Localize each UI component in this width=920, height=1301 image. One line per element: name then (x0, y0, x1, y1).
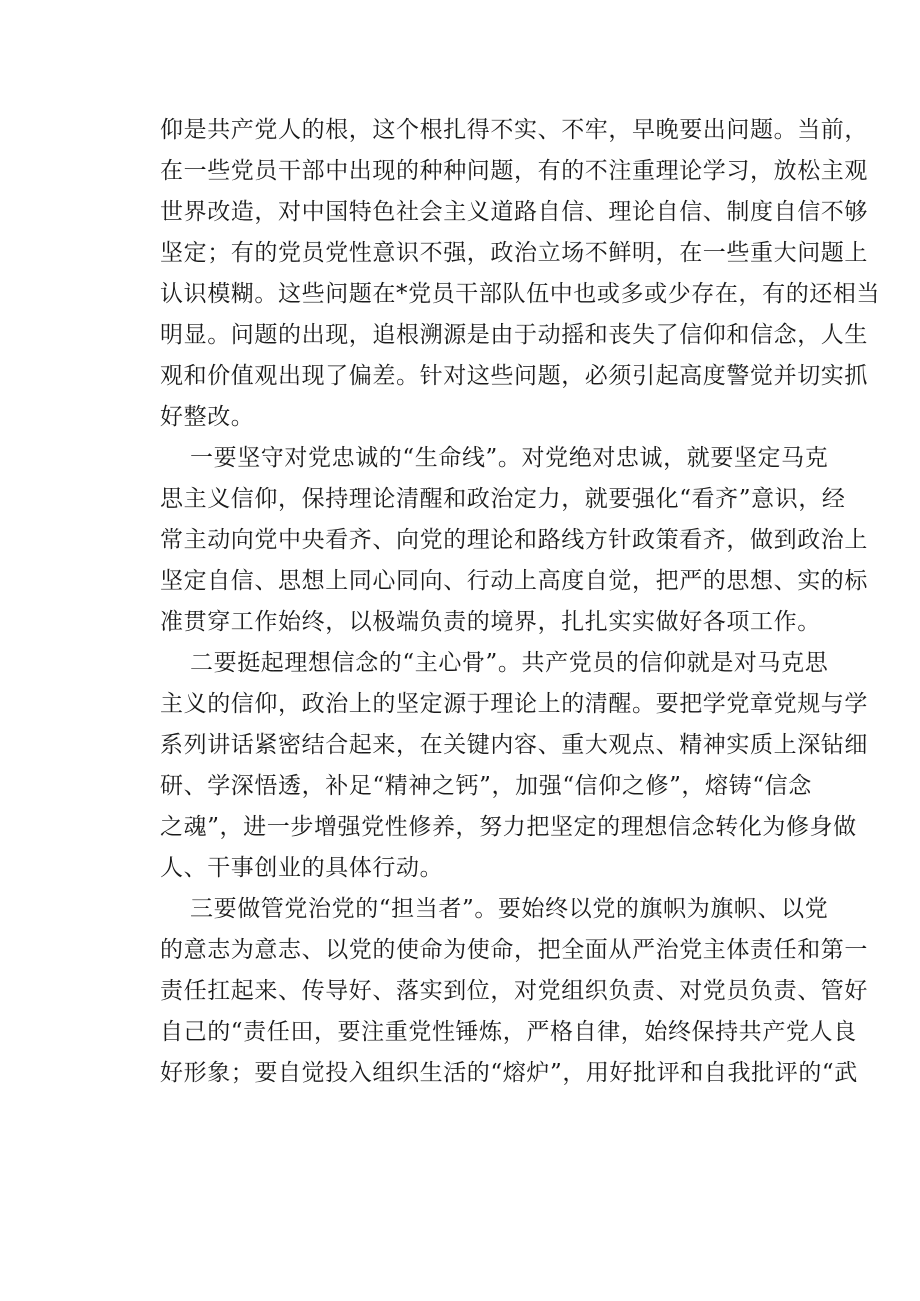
text-line: 三要做管党治党的“担当者”。要始终以党的旗帜为旗帜、以党 (190, 896, 829, 922)
text-line: 研、学深悟透，补足“精神之钙”，加强“信仰之修”，熔铸“信念 (160, 773, 812, 799)
text-line: 系列讲话紧密结合起来，在关键内容、重大观点、精神实质上深钻细 (160, 732, 868, 758)
text-line: 之魂”，进一步增强党性修养，努力把坚定的理想信念转化为修身做 (160, 814, 857, 840)
paragraph-point-2 (160, 643, 868, 889)
text-line: 世界改造，对中国特色社会主义道路自信、理论自信、制度自信不够 (160, 199, 868, 225)
text-line: 常主动向党中央看齐、向党的理论和路线方针政策看齐，做到政治上 (160, 527, 868, 553)
paragraph-point-1 (160, 438, 868, 643)
text-line: 人、干事创业的具体行动。 (160, 855, 444, 881)
paragraph-point-3 (160, 889, 868, 1094)
text-line: 责任扛起来、传导好、落实到位，对党组织负责、对党员负责、管好 (160, 978, 868, 1004)
text-line: 坚定自信、思想上同心同向、行动上高度自觉，把严的思想、实的标 (160, 568, 868, 594)
text-line: 仰是共产党人的根，这个根扎得不实、不牢，早晚要出问题。当前， (160, 117, 868, 143)
document-body (160, 110, 881, 1094)
text-line: 在一些党员干部中出现的种种问题，有的不注重理论学习，放松主观 (160, 158, 868, 184)
text-line: 观和价值观出现了偏差。针对这些问题，必须引起高度警觉并切实抓 (160, 363, 868, 389)
text-line: 自己的“责任田，要注重党性锤炼，严格自律，始终保持共产党人良 (160, 1019, 857, 1045)
paragraph-intro (160, 110, 881, 438)
text-line: 好形象；要自觉投入组织生活的“熔炉”，用好批评和自我批评的“武 (160, 1060, 858, 1086)
text-line: 二要挺起理想信念的“主心骨”。共产党员的信仰就是对马克思 (190, 650, 829, 676)
text-line: 明显。问题的出现，追根溯源是由于动摇和丧失了信仰和信念，人生 (160, 322, 868, 348)
text-line: 认识模糊。这些问题在*党员干部队伍中也或多或少存在，有的还相当 (160, 281, 881, 307)
text-line: 准贯穿工作始终，以极端负责的境界，扎扎实实做好各项工作。 (160, 609, 821, 635)
text-line: 主义的信仰，政治上的坚定源于理论上的清醒。要把学党章党规与学 (160, 691, 868, 717)
text-line: 坚定；有的党员党性意识不强，政治立场不鲜明，在一些重大问题上 (160, 240, 868, 266)
text-line: 的意志为意志、以党的使命为使命，把全面从严治党主体责任和第一 (160, 937, 868, 963)
text-line: 好整改。 (160, 404, 255, 430)
text-line: 思主义信仰，保持理论清醒和政治定力，就要强化“看齐”意识，经 (160, 486, 846, 512)
text-line: 一要坚守对党忠诚的“生命线”。对党绝对忠诚，就要坚定马克 (190, 445, 829, 471)
